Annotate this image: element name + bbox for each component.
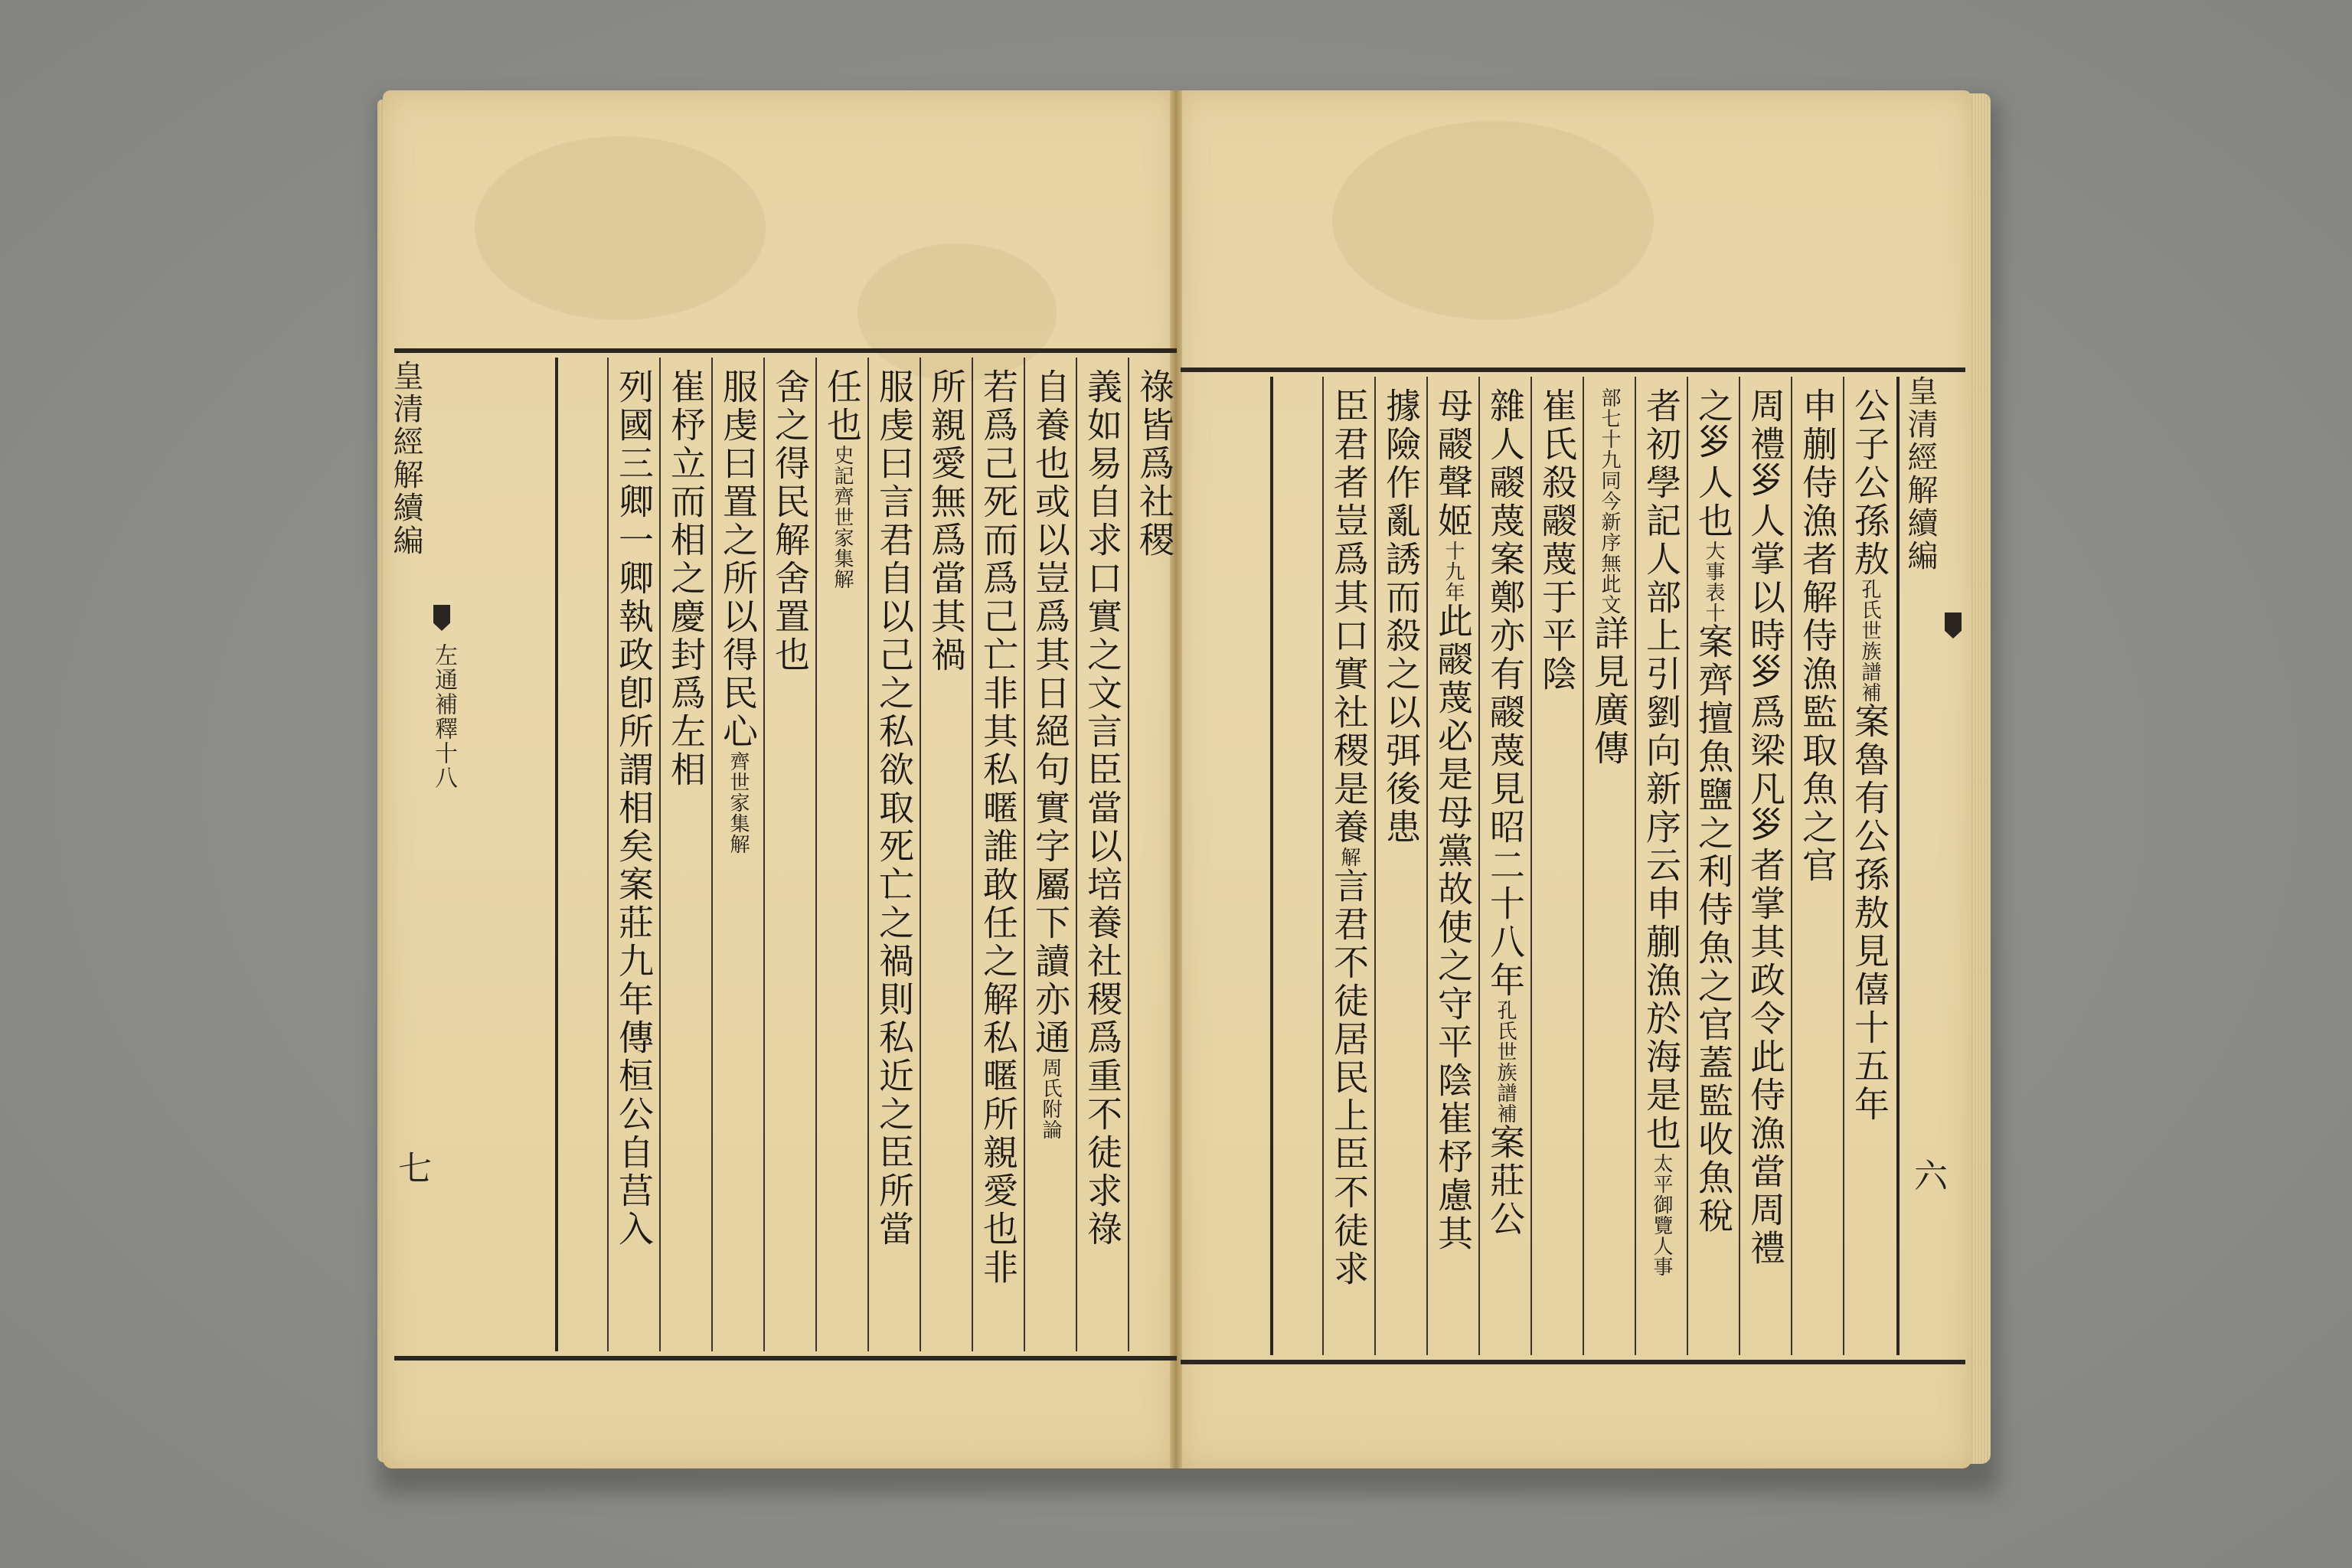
column-text: [1027, 368, 1074, 1140]
column-text: 列國三卿一卿執政卽所謂相矣案莊九年傳桓公自莒入: [613, 368, 655, 1249]
column-note: 部七十九同今新序無此文: [1598, 387, 1621, 615]
right-margin-title: 皇清經解續編: [1903, 375, 1938, 573]
column-trailing-text: 此鬷蔑必是母黨故使之守平陰崔杼慮其: [1432, 603, 1474, 1253]
column-note: 孔氏世族譜補: [1858, 579, 1881, 703]
text-column: [867, 358, 918, 1351]
column-text: [818, 368, 866, 590]
left-margin-subtitle: 左通補釋十八: [430, 643, 457, 790]
text-column: [920, 358, 970, 1351]
paper-stain: [475, 136, 766, 320]
column-note: 周氏附論: [1039, 1057, 1062, 1140]
text-column: [1687, 377, 1737, 1355]
text-column: [1426, 377, 1477, 1355]
text-column: [711, 358, 762, 1351]
column-text: [1325, 387, 1373, 1289]
column-text: [1690, 387, 1737, 1236]
column-text: [1429, 387, 1477, 1253]
column-text: 義如易自求口實之文言臣當以培養社稷爲重不徒求祿: [1082, 368, 1123, 1249]
column-note: 太平御覽人事: [1650, 1153, 1673, 1277]
right-page-number: 六: [1914, 1157, 1948, 1196]
text-column: [1478, 377, 1529, 1355]
column-note: 十九年: [1442, 541, 1465, 603]
text-column: [1322, 377, 1373, 1355]
column-text: [1846, 387, 1893, 1124]
text-column: [1024, 358, 1074, 1351]
column-text: [714, 368, 762, 854]
text-column: [1843, 377, 1893, 1355]
left-margin-title: 皇清經解續編: [388, 360, 423, 557]
column-main-text: 之𡿪人也: [1693, 387, 1734, 541]
column-text: [1481, 387, 1529, 1239]
column-main-text: 雜人鬷蔑案鄭亦有鬷蔑見昭二十八年: [1485, 387, 1526, 1000]
column-note: 齊世家集解: [727, 751, 750, 854]
column-text: 申蒯侍漁者解侍漁監取魚之官: [1797, 387, 1838, 885]
text-column: [1583, 377, 1633, 1355]
column-text: 崔氏殺鬷蔑于平陰: [1537, 387, 1578, 694]
text-column: [1635, 377, 1685, 1355]
column-text: [1638, 387, 1685, 1277]
text-column: [1374, 377, 1425, 1355]
column-note: 大事表十: [1702, 541, 1725, 623]
column-note: 解: [1338, 847, 1361, 867]
margin-column: [555, 358, 606, 1351]
text-column: [659, 358, 710, 1351]
column-trailing-text: 案齊擅魚鹽之利侍魚之官蓋監收魚稅: [1693, 623, 1734, 1236]
column-main-text: 母鬷聲姬: [1432, 387, 1474, 541]
column-text: 若爲己死而爲己亡非其私暱誰敢任之解私暱所親愛也非: [978, 368, 1019, 1287]
text-column: [815, 358, 866, 1351]
column-main-text: 服虔曰置之所以得民心: [717, 368, 759, 751]
left-text-frame: [394, 348, 1177, 1361]
column-text: [1586, 387, 1633, 768]
column-trailing-text: 案莊公: [1485, 1124, 1526, 1239]
text-column: [1530, 377, 1581, 1355]
column-main-text: 任也: [822, 368, 863, 445]
column-text: 祿皆爲社稷: [1134, 368, 1175, 560]
text-column: [1739, 377, 1789, 1355]
text-column: [972, 358, 1022, 1351]
column-text: 崔杼立而相之慶封爲左相: [665, 368, 707, 789]
column-trailing-text: 詳見廣傳: [1589, 615, 1630, 768]
column-text: 舍之得民解舍置也: [769, 368, 811, 675]
column-main-text: 自養也或以豈爲其日絕句實字屬下讀亦通: [1030, 368, 1071, 1057]
column-main-text: 公子公孫敖: [1849, 387, 1890, 579]
column-text: 據險作亂誘而殺之以弭後患: [1380, 387, 1422, 847]
column-main-text: 者初學記人部上引劉向新序云申蒯漁於海是也: [1641, 387, 1682, 1153]
column-text: 周禮𡿪人掌以時𡿪爲梁凡𡿪者掌其政令此侍漁當周禮: [1745, 387, 1786, 1268]
column-text: 所親愛無爲當其禍: [926, 368, 967, 675]
column-note: 史記齊世家集解: [831, 445, 854, 590]
column-note: 孔氏世族譜補: [1494, 1000, 1517, 1124]
column-trailing-text: 案魯有公孫敖見僖十五年: [1849, 703, 1890, 1124]
column-main-text: 臣君者豈爲其口實社稷是養: [1328, 387, 1370, 847]
text-column: [1076, 358, 1126, 1351]
page-edge-rule: [1270, 377, 1321, 1355]
text-column: [763, 358, 814, 1351]
paper-stain: [1332, 121, 1654, 320]
text-column: [1128, 358, 1178, 1351]
text-column: [607, 358, 658, 1351]
column-trailing-text: 言君不徒居民上臣不徒求: [1328, 867, 1370, 1289]
column-text: 服虔曰言君自以己之私欲取死亡之禍則私近之臣所當: [874, 368, 915, 1249]
left-page-number: 七: [398, 1149, 432, 1188]
right-text-frame: [1181, 368, 1965, 1364]
text-column: [1791, 377, 1841, 1355]
